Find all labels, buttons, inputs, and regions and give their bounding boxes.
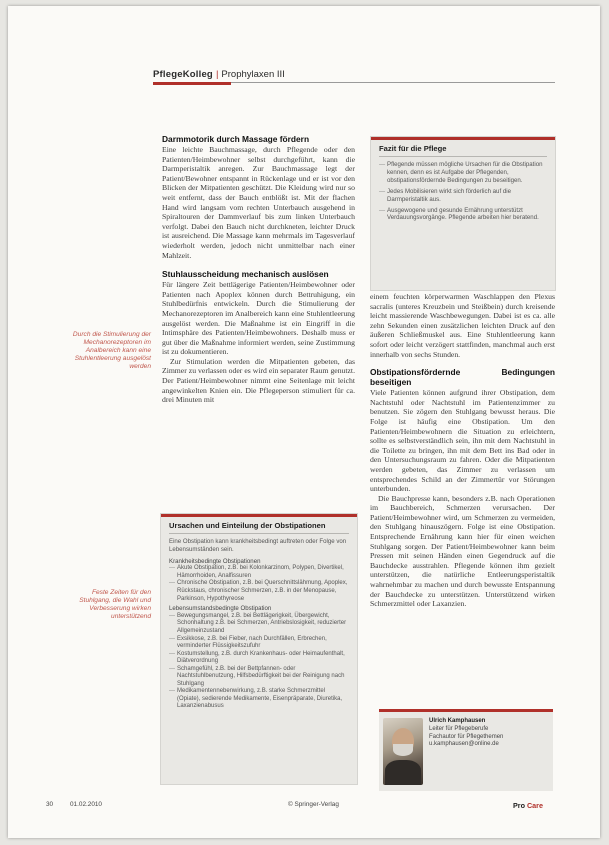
author-photo-body <box>385 760 421 785</box>
massage-heading: Darmmotorik durch Massage fördern <box>162 134 310 144</box>
footer-brand-pro: Pro <box>513 801 525 810</box>
stool-paragraph: Für längere Zeit bettlägerige Patienten/Heimbewohner oder Patienten nach Apoplex können durch Bettruhigung, ein Stuhlbedürfnis entwickeln. Durch die Stimulierung der Mechanorezeptoren im Analbereich kann eine Stuhlentleerung ausgelöst werden. Die Maßnahme ist ein Eingriff in die Intimsphäre des Patienten/Heimbewohners. Deshalb muss er gut über die Maßnahme informiert werden, seine Zustimmung ist zu dokumentieren. <box>162 280 355 357</box>
author-role: Leiter für Pflegeberufe <box>429 725 489 732</box>
obstipation-box-accent <box>161 514 357 517</box>
obstipation-causes-box <box>160 513 358 785</box>
footer-brand-care: Care <box>526 801 543 810</box>
fazit-box-accent <box>371 137 555 140</box>
footer-page-number: 30 <box>46 801 54 808</box>
margin-note-stimulation: Durch die Stimulierung der Mechanorezeptoren im Analbereich kann eine Stuhlentleerung ausgelöst werden <box>72 331 151 370</box>
author-photo-beard <box>393 744 413 756</box>
fazit-box <box>370 136 556 291</box>
obstipation-cause-item: — Akute Obstipation, z.B. bei Kolonkarzinom, Polypen, Divertikel, Hämorrhoiden, Analfissuren <box>169 565 349 580</box>
left-column <box>162 134 355 405</box>
obstipation-box-title: Ursachen und Einteilung der Obstipationen <box>169 521 326 530</box>
author-info <box>429 718 503 749</box>
header-topic: Prophylaxen III <box>221 69 285 80</box>
conditions-paragraph-2: Die Bauchpresse kann, besonders z.B. nach Operationen im Bauchbereich, Schmerzen verursachen. Der Patient/Heimbewohner wird, um Schmerzen zu vermeiden, den Stuhlgang hinauszögern. Folge ist eine Obstipation. Entsprechende Ernährung kann hier für einen weichen Stuhlgang sorgen. Der Patient/Heimbewohner kann beim Pressen mit seinen Händen einen Gegendruck auf die Bauchdecke ausstrahlen. Pflegende können ihm gezielt unterstützen, die natürliche Entleerungsperistaltik wahrnehmbar zu machen und durch bewusste Entspannung der Bauchdecke zu unterstützen. Unterstützend wirken Schmerzmittel oder Laxanzien. <box>370 493 555 609</box>
fazit-title: Fazit für die Pflege <box>379 144 447 153</box>
fazit-item: — Jedes Mobilisieren wirkt sich förderlich auf die Darmperistaltik aus. <box>379 188 547 204</box>
fazit-item: — Ausgewogene und gesunde Ernährung unterstützt Verdauungsvorgänge. Pflegende arbeiten hier beratend. <box>379 207 547 223</box>
footer-date: 01.02.2010 <box>70 801 102 808</box>
running-header <box>153 69 285 80</box>
right-continuation-paragraph: einem feuchten körperwarmen Waschlappen den Plexus sacralis (unteres Kreuzbein und Steißbein) durch kreisende leicht massierende Waschbewegungen. Dabei ist es ca. alle zehn Sekunden einen zusätzlichen leichten Druck auf den äußeren Schließmuskel aus. Eine Stuhlentleerung kann sofort oder leicht verzögert stattfinden, manchmal auch erst innerhalb von sechs Stunden. <box>370 292 555 359</box>
footer-publisher: © Springer-Verlag <box>288 801 339 808</box>
stool-heading: Stuhlausscheidung mechanisch auslösen <box>162 269 329 280</box>
author-email: u.kamphausen@online.de <box>429 741 499 748</box>
obstipation-group-life-title: Lebensumstandsbedingte Obstipation <box>169 605 272 613</box>
footer-brand <box>513 801 543 810</box>
conditions-paragraph: Viele Patienten können aufgrund ihrer Obstipation, dem Nachtstuhl oder Nachtstuhl im Patientenzimmer zu benutzen. Sie zögern den Stuhlgang bewusst heraus. Die Folge ist häufig eine Obstipation. Um den Patienten/Heimbewohnern die Situation zu erleichtern, sollte es selbstverständlich sein, ihn mit dem Nachtstuhl in die Toilette zu bringen, ihn mit dem Bett ins Bad oder in den Untersuchungsraum zu fahren. Oder die Mitpatienten werden gebeten, das Zimmer zu verlassen um entsprechendes Schild an der Zimmertür vor Störungen unterbunden. <box>370 388 555 494</box>
obstipation-cause-item: — Chronische Obstipation, z.B. bei Querschnittslähmung, Apoplex, Rückstaus, chronischer Schmerzen, z.B. in der Menopause, Parkinson, Hypothyreose <box>169 580 349 603</box>
fazit-list <box>371 161 555 222</box>
header-section: PflegeKolleg <box>153 69 213 80</box>
author-box <box>379 709 553 791</box>
obstipation-cause-item: — Kostumstellung, z.B. durch Krankenhaus- oder Heimaufenthalt, Diätverordnung <box>169 651 349 666</box>
massage-paragraph: Eine leichte Bauchmassage, durch Pflegende oder den Patienten/Heimbewohner selbst durchgeführt, kann die Darmperistaltik anregen. Zur Bauchmassage legt der Patient/Bewohner entspannt in Rückenlage und er ist vor den Blicken der Mitpatienten geschützt. Die Kleidung wird nur so weit entfernt, dass der Bauch entblößt ist. Mit der flachen Hand wird langsam vom rechten Unterbauch ausgehend in Spiraltouren der Dammverlauf bis zum linken Unterbauch verfolgt. Dabei den Bauch nicht durchkneten, leichter Druck ist ausreichend. Die Massage kann mehrmals im Tagesverlauf wiederholt werden, jedoch nicht unmittelbar nach einer Mahlzeit. <box>162 145 355 260</box>
obstipation-box-divider <box>169 533 349 534</box>
magazine-page <box>8 6 600 838</box>
header-accent-bar <box>153 82 231 85</box>
stool-paragraph-2: Zur Stimulation werden die Mitpatienten gebeten, das Zimmer zu verlassen oder es wird ein separater Raum genutzt. Der Patient/Heimbewohner nimmt eine Seitenlage mit leicht angewinkelten Knien ein. Die Pflegeperson stimuliert für ca. drei Minuten mit <box>162 356 355 405</box>
header-separator: | <box>215 69 219 80</box>
right-column <box>370 292 555 609</box>
fazit-item: — Pflegende müssen mögliche Ursachen für die Obstipation kennen, denn es ist Aufgabe der Pflegenden, obstipationsfördernde Bedingungen zu beseitigen. <box>379 161 547 185</box>
obstipation-cause-item: — Medikamentennebenwirkung, z.B. starke Schmerzmittel (Opiate), sedierende Medikamente, Eisenpräparate, Diuretika, Laxanzienabusus <box>169 688 349 711</box>
author-org: Fachautor für Pflegethemen <box>429 733 504 740</box>
obstipation-group-disease-title: Krankheitsbedingte Obstipationen <box>169 557 261 565</box>
obstipation-cause-item: — Exsikkose, z.B. bei Fieber, nach Durchfällen, Erbrechen, verminderter Flüssigkeitszufuhr <box>169 636 349 651</box>
obstipation-cause-item: — Bewegungsmangel, z.B. bei Bettlägerigkeit, Übergewicht, Schonhaltung z.B. bei Schmerzen, Antriebslosigkeit, reduzierter Allgemeinzustand <box>169 613 349 636</box>
author-photo <box>383 718 423 785</box>
obstipation-intro: Eine Obstipation kann krankheitsbedingt auftreten oder Folge von Lebensumständen sein. <box>169 538 347 553</box>
author-name: Ulrich Kamphausen <box>429 718 486 724</box>
conditions-heading: Obstipationsfördernde Bedingungen beseitigen <box>370 367 555 388</box>
obstipation-cause-item: — Schamgefühl, z.B. bei der Bettpfannen- oder Nachtstuhlbenutzung, Hilfsbedürftigkeit bei der Reinigung nach Stuhlgang <box>169 666 349 689</box>
obstipation-group-disease-list <box>161 565 357 603</box>
margin-note-fixed-times: Feste Zeiten für den Stuhlgang, die Wahl und Verbesserung wirken unterstützend <box>79 589 151 620</box>
obstipation-group-life-list <box>161 613 357 711</box>
fazit-divider <box>379 156 547 157</box>
